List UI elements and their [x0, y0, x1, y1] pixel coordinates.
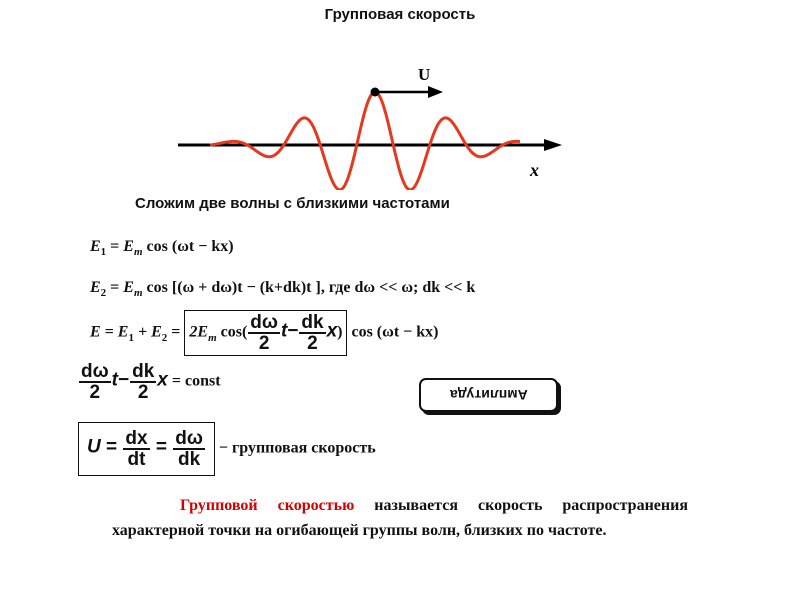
x-axis-arrowhead	[544, 139, 562, 151]
fraction-domegadk: $\frac{d\omega}{dk}$	[175, 428, 203, 470]
equation-e1: $E_1 = E_m$ cos (ωt − kx)	[90, 238, 234, 259]
axis-label: x	[530, 160, 539, 180]
definition-term: Групповой скоростью	[180, 497, 355, 514]
definition-text: называется скорость распространения характерной точки на огибающей группы волн, близких по частоте.	[112, 497, 688, 539]
wave-packet-figure	[0, 0, 800, 190]
envelope-amplitude-box: $2E_m$ cos( $\frac{d\omega}{2}$ t− $\frac{dk}{2}$ x)	[184, 310, 347, 356]
equation-const: $\frac{d\omega}{2}$ t− $\frac{dk}{2}$ x = const	[81, 361, 221, 403]
page-title: Групповая скорость	[324, 6, 476, 23]
fraction-domega: $\frac{d\omega}{2}$	[250, 312, 278, 354]
equation-e2: $E_2 = E_m$ cos [(ω + dω)t − (k+dk)t ], где dω << ω; dk << k	[90, 279, 476, 300]
fraction-domega: $\frac{d\omega}{2}$	[81, 361, 109, 403]
group-velocity-box: U = $\frac{dx}{dt}$ = $\frac{d\omega}{dk}$	[78, 422, 215, 476]
fraction-dk: $\frac{dk}{2}$	[301, 312, 324, 354]
fraction-dk: $\frac{dk}{2}$	[132, 361, 155, 403]
velocity-label: U	[418, 65, 431, 84]
velocity-arrowhead	[428, 86, 443, 98]
equation-group-velocity: U = $\frac{dx}{dt}$ = $\frac{d\omega}{dk}$ − групповая скорость	[78, 422, 376, 476]
wave-packet-curve	[210, 92, 520, 190]
fraction-dxdt: $\frac{dx}{dt}$	[125, 428, 148, 470]
amplitude-label: Амплитуда	[449, 387, 528, 403]
equation-sum: $E = E_1 + E_2 = 2E_m$ cos( $\frac{d\omega}{2}$ t− $\frac{dk}{2}$ x) cos (ωt − kx)	[90, 312, 439, 354]
section-subtitle: Сложим две волны с близкими частотами	[135, 195, 450, 212]
envelope-peak-point	[371, 88, 380, 97]
definition-paragraph	[112, 493, 688, 543]
amplitude-label-box	[419, 378, 558, 412]
